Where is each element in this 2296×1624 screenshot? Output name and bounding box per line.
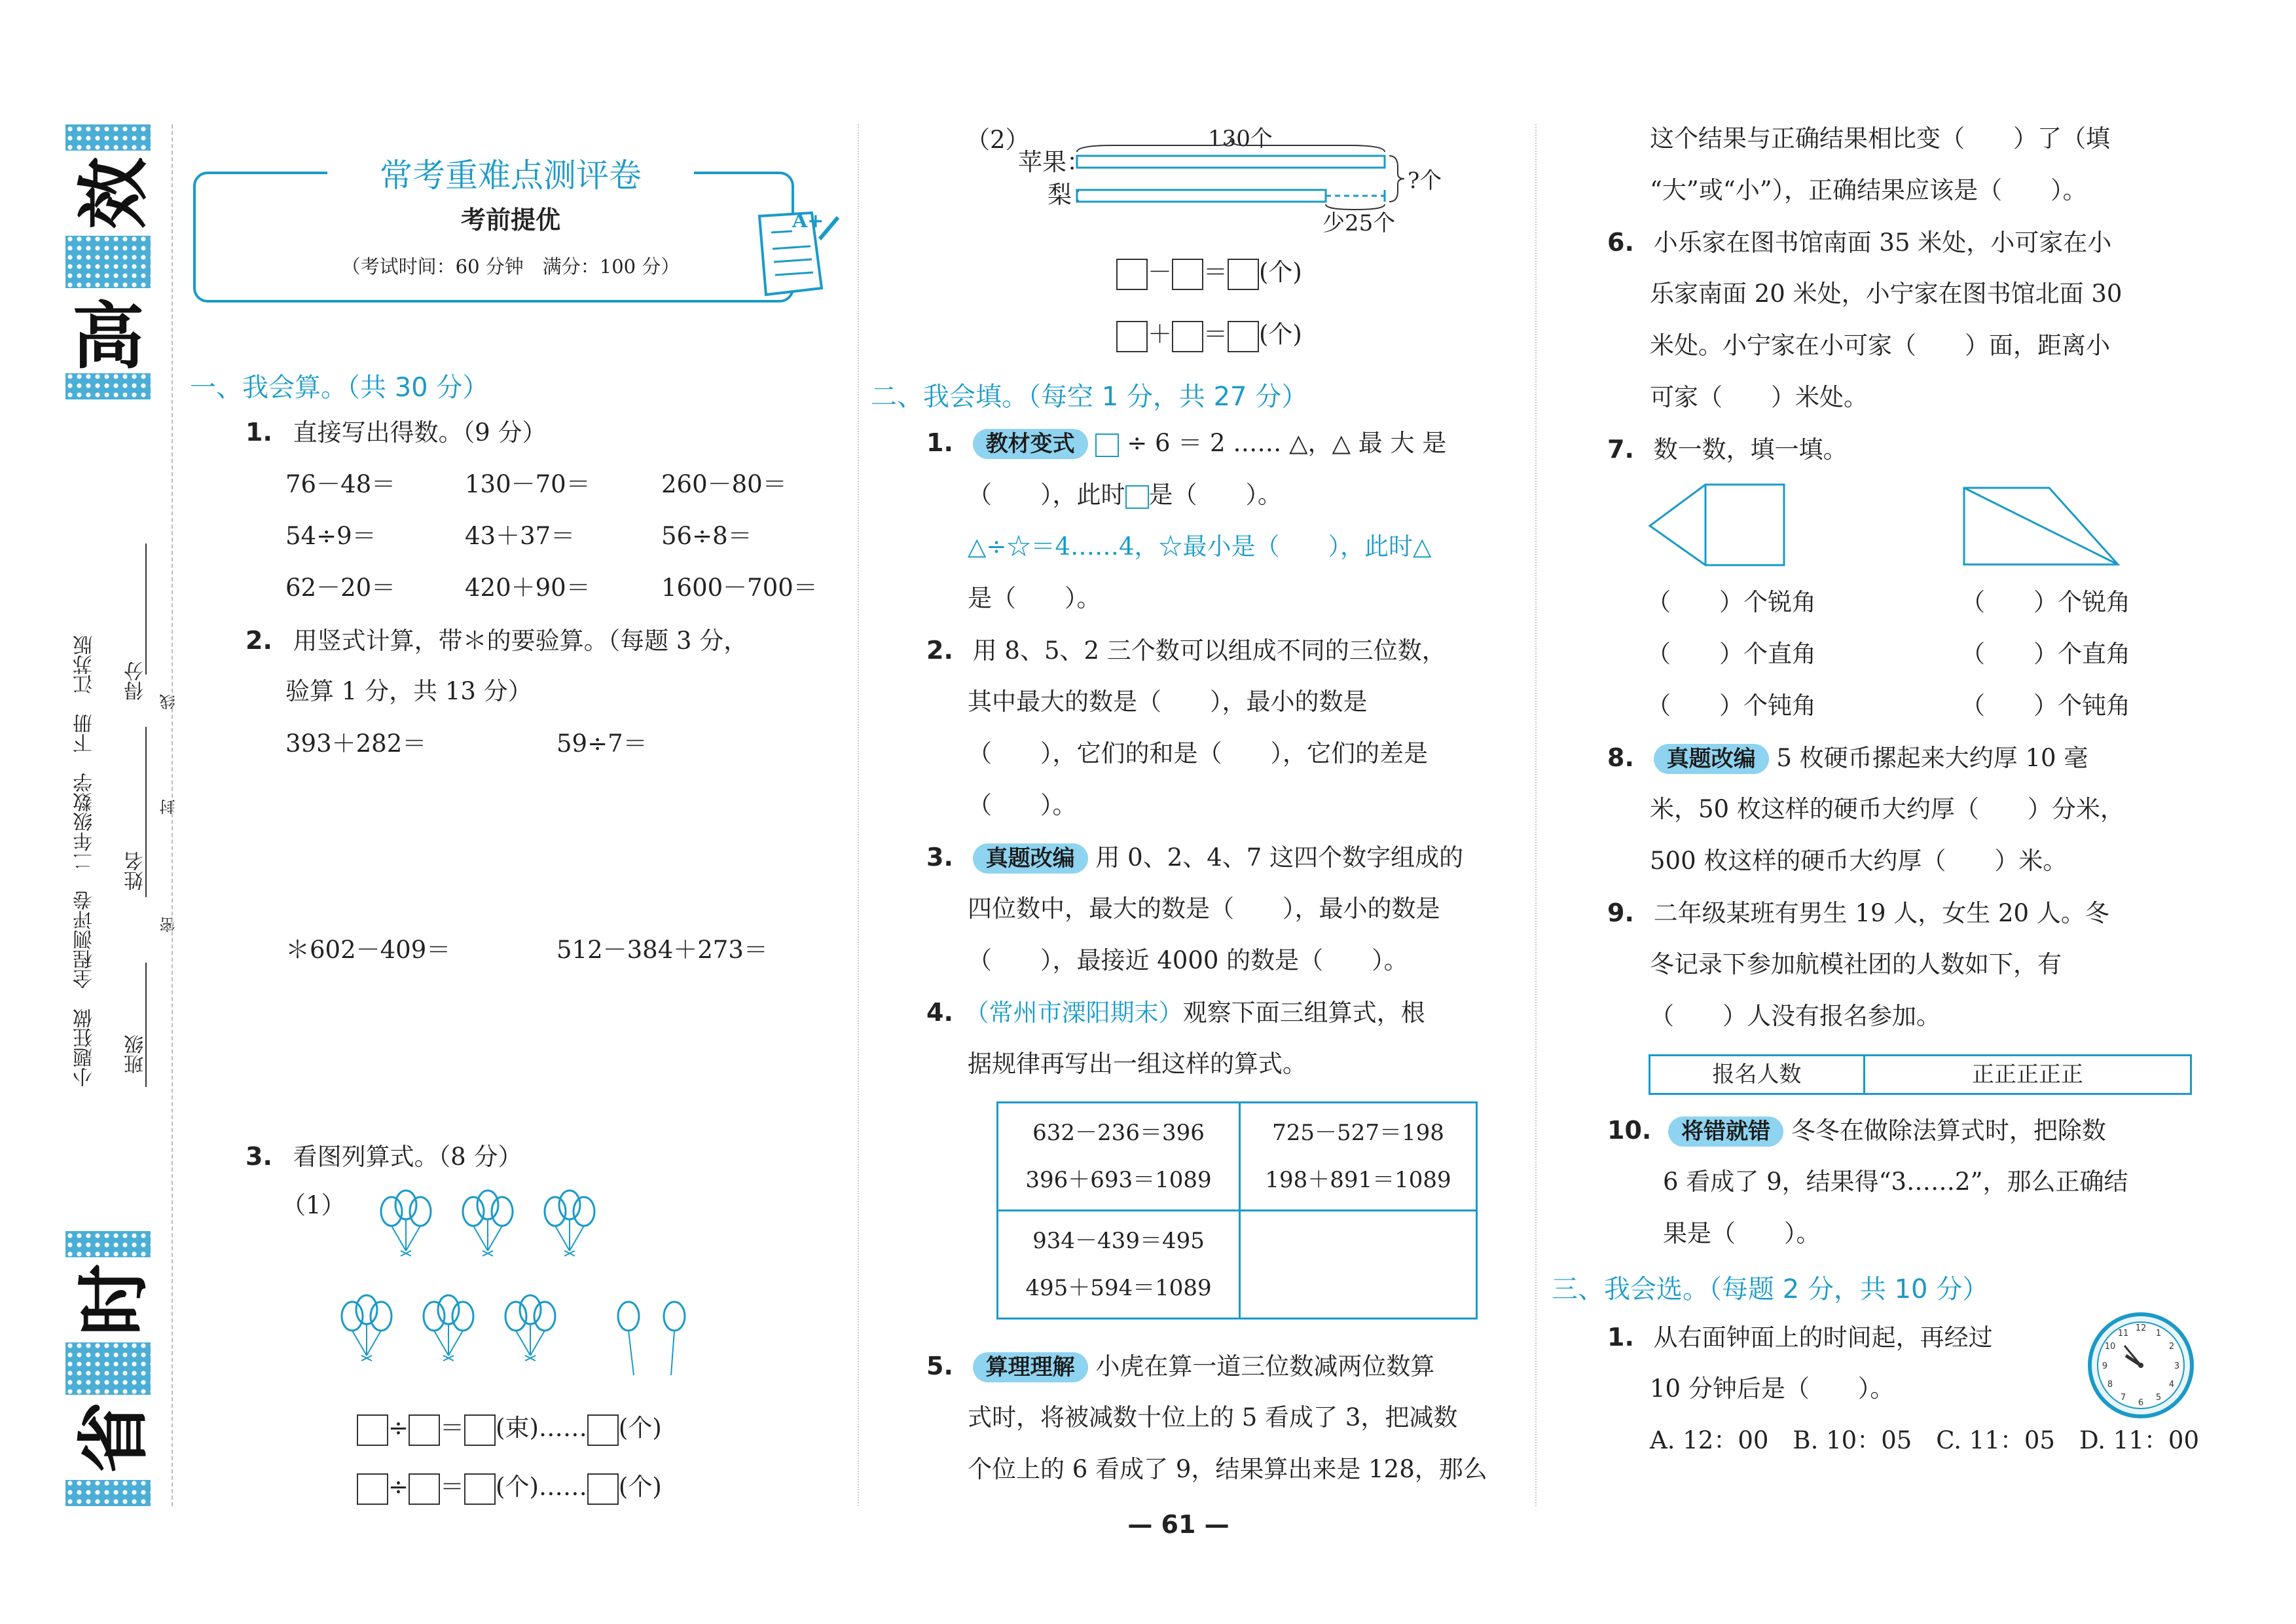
s3-q1-number: 1. <box>1607 1323 1634 1352</box>
calc-r2c3: 56÷8＝ <box>661 522 752 550</box>
svg-text:8: 8 <box>2107 1380 2113 1390</box>
s3-q1-l1: 从右面钟面上的时间起，再经过 <box>1653 1323 1993 1352</box>
answer-box[interactable] <box>1172 259 1203 290</box>
tag-textbook-variant: 教材变式 <box>973 429 1088 459</box>
bar-equation-1 <box>1116 255 1302 290</box>
pattern-line: 934－439＝495 <box>1032 1228 1205 1254</box>
svg-text:7: 7 <box>2120 1393 2126 1403</box>
signup-table-header: 报名人数 <box>1650 1056 1865 1093</box>
s2-q10-l1: 冬冬在做除法算式时，把除数 <box>1791 1116 2106 1145</box>
s2-q3-line2: 四位数中，最大的数是（ ），最小的数是 <box>968 895 1440 923</box>
eq: ＝ <box>440 1473 465 1501</box>
side-char-1: 高 <box>65 288 151 373</box>
apple-label: 苹果： <box>1018 148 1091 176</box>
answer-box[interactable] <box>1228 259 1259 290</box>
s2-q3-l1: 用 0、2、4、7 这四个数字组成的 <box>1095 843 1464 872</box>
name-blank[interactable] <box>145 727 147 897</box>
answer-box[interactable] <box>464 1473 496 1505</box>
vertical-calc-a: 393＋282＝ <box>285 729 427 758</box>
s2-q1-l2a: （ ），此时 <box>968 481 1125 509</box>
cut-mark-seal: 封 <box>160 799 178 815</box>
s2-q10-line1 <box>1607 1113 2106 1148</box>
op: ÷ <box>388 1414 409 1442</box>
svg-text:12: 12 <box>2135 1323 2147 1333</box>
s1-q3 <box>246 1139 522 1174</box>
s1-q3-text: 看图列算式。（8 分） <box>293 1143 522 1171</box>
s2-q9-line2: 冬记录下参加航模社团的人数如下，有 <box>1650 950 2062 978</box>
pattern-line: 396＋693＝1089 <box>1025 1167 1212 1193</box>
part2-label: （2） <box>966 126 1030 154</box>
left-acute: （ ）个锐角 <box>1647 588 1816 616</box>
op: ÷ <box>388 1473 409 1501</box>
answer-box[interactable] <box>357 1473 388 1505</box>
s2-q2-l1: 用 8、5、2 三个数可以组成不同的三位数， <box>972 637 1446 665</box>
s2-q3-number: 3. <box>926 843 953 872</box>
s2-q6-l1: 小乐家在图书馆南面 35 米处，小可家在小 <box>1653 229 2112 257</box>
total-label: 130个 <box>1208 126 1273 152</box>
svg-text:11: 11 <box>2117 1329 2129 1338</box>
s2-q6-line1 <box>1607 225 2111 260</box>
s2-q2-line4: （ ）。 <box>968 791 1077 819</box>
cut-mark-secret: 密 <box>160 917 178 932</box>
calc-r1c1: 76－48＝ <box>285 470 396 498</box>
clock-icon <box>2085 1310 2196 1421</box>
vertical-calc-d: 512－384＋273＝ <box>556 936 768 964</box>
s2-q10-line2: 6 看成了 9，结果得“3……2”，那么正确结 <box>1663 1168 2128 1196</box>
s2-q8-line1 <box>1607 741 2088 775</box>
svg-text:3: 3 <box>2174 1361 2180 1371</box>
op: ＋ <box>1148 320 1172 348</box>
unit: (个) <box>618 1414 662 1442</box>
section-3-title: 三、我会选。（每题 2 分，共 10 分） <box>1552 1274 1989 1304</box>
calc-r3c3: 1600－700＝ <box>661 574 818 602</box>
s2-q9-number: 9. <box>1607 898 1634 927</box>
s2-q6-number: 6. <box>1607 228 1634 257</box>
answer-box[interactable] <box>1172 321 1203 352</box>
s2-q5-l1: 小虎在算一道三位数减两位数算 <box>1095 1352 1435 1380</box>
page-number: — 61 — <box>1127 1510 1230 1539</box>
s2-q5-line2: 式时，将被减数十位上的 5 看成了 3，把减数 <box>968 1403 1458 1431</box>
less-label: 少25个 <box>1322 210 1396 236</box>
pattern-cell <box>998 1103 1240 1211</box>
svg-text:6: 6 <box>2138 1398 2144 1408</box>
vertical-calc-b: 59÷7＝ <box>556 729 647 758</box>
s2-q5-line1 <box>926 1349 1434 1384</box>
s2-q3-line3: （ ），最接近 4000 的数是（ ）。 <box>968 946 1408 974</box>
aplus-mark: A+ <box>792 210 824 232</box>
s2-q2-line1 <box>926 633 1446 668</box>
s2-q6-line3: 米处。小宁家在小可家（ ）面，距离小 <box>1650 331 2110 360</box>
svg-text:1: 1 <box>2155 1329 2162 1338</box>
balloons-picture <box>327 1185 720 1395</box>
name-label: 姓名 <box>124 851 147 891</box>
answer-box[interactable] <box>409 1414 440 1446</box>
column-divider-2 <box>1535 124 1537 1506</box>
right-right: （ ）个直角 <box>1961 640 2130 668</box>
pattern-line: 198＋891＝1089 <box>1265 1167 1451 1193</box>
s1-q3-part1: （1） <box>282 1191 346 1219</box>
s2-q7-text: 数一数，填一填。 <box>1653 435 1848 464</box>
answer-box[interactable] <box>587 1473 619 1505</box>
answer-box[interactable] <box>409 1473 440 1505</box>
balloon-equation-1 <box>357 1411 662 1446</box>
unit: (个) <box>618 1473 662 1501</box>
answer-box[interactable] <box>1228 321 1259 352</box>
tag-error-based: 将错就错 <box>1668 1116 1783 1147</box>
question-label: ?个 <box>1408 168 1442 194</box>
answer-box[interactable] <box>1116 259 1148 290</box>
s1-q2-number: 2. <box>246 626 272 655</box>
source-label: （常州市溧阳期末） <box>964 999 1183 1027</box>
s2-q2-number: 2. <box>926 636 953 665</box>
signup-table-value: 正正正正正 <box>1972 1061 2083 1088</box>
eq: ＝ <box>1203 320 1228 348</box>
s2-q4-line2: 据规律再写出一组这样的算式。 <box>968 1050 1307 1078</box>
right-obtuse: （ ）个钝角 <box>1961 692 2130 720</box>
square-symbol <box>1125 485 1149 509</box>
s1-q2-text: 用竖式计算，带＊的要验算。（每题 3 分， <box>293 627 748 655</box>
s2-q5-line3: 个位上的 6 看成了 9，结果算出来是 128，那么 <box>968 1455 1487 1483</box>
calc-r3c1: 62－20＝ <box>285 574 396 602</box>
right-acute: （ ）个锐角 <box>1961 588 2130 616</box>
s1-q1-number: 1. <box>246 418 272 447</box>
signup-table <box>1649 1054 2192 1095</box>
s3-q1-line1 <box>1607 1320 1993 1355</box>
tag-reasoning: 算理理解 <box>973 1352 1088 1382</box>
section-2-title: 二、我会填。（每空 1 分，共 27 分） <box>871 382 1308 412</box>
fold-line <box>172 124 173 1506</box>
shape-trapezoid <box>1961 485 2124 570</box>
s2-q6-line2: 乐家南面 20 米处，小宁家在图书馆北面 30 <box>1650 280 2123 308</box>
q5-continued-1: 这个结果与正确结果相比变（ ）了（填 <box>1650 124 2110 153</box>
pattern-cell <box>1240 1103 1477 1211</box>
class-blank[interactable] <box>145 963 147 1087</box>
s1-q3-number: 3. <box>246 1142 272 1171</box>
s2-q10-line3: 果是（ ）。 <box>1663 1219 1821 1247</box>
svg-text:9: 9 <box>2102 1361 2108 1371</box>
s3-q1-line2: 10 分钟后是（ ）。 <box>1650 1375 1895 1403</box>
s1-q2 <box>246 623 748 658</box>
s2-q7-line1 <box>1607 432 1848 467</box>
header-subtitle: 考前提优 <box>460 205 560 234</box>
s2-q4-l1: 观察下面三组算式，根 <box>1182 999 1425 1027</box>
left-right: （ ）个直角 <box>1647 640 1816 668</box>
s1-q1-text: 直接写出得数。（9 分） <box>293 418 547 447</box>
calc-r2c1: 54÷9＝ <box>285 522 376 550</box>
s2-q9-l1: 二年级某班有男生 19 人，女生 20 人。冬 <box>1653 899 2109 927</box>
unit: (个) <box>1259 258 1302 286</box>
s2-q8-line3: 500 枚这样的硬币大约厚（ ）米。 <box>1650 847 2068 875</box>
unit: (束)…… <box>496 1414 587 1442</box>
side-char-3: 省 <box>65 1395 151 1480</box>
s2-q8-number: 8. <box>1607 743 1634 772</box>
s2-q2-line3: （ ），它们的和是（ ），它们的差是 <box>968 739 1428 767</box>
header-title: 常考重难点测评卷 <box>327 149 694 196</box>
answer-box[interactable] <box>464 1414 496 1446</box>
balloon-equation-2 <box>357 1470 662 1505</box>
s2-q10-number: 10. <box>1607 1116 1652 1145</box>
pattern-line: 632－236＝396 <box>1032 1120 1205 1146</box>
column-divider-1 <box>858 124 859 1506</box>
s2-q1-line3: △÷☆＝4……4，☆最小是（ ），此时△ <box>968 532 1432 561</box>
s2-q2-line2: 其中最大的数是（ ），最小的数是 <box>968 688 1368 716</box>
side-char-4: 时 <box>65 1257 151 1342</box>
s2-q8-l1: 5 枚硬币摞起来大约厚 10 毫 <box>1776 744 2088 772</box>
s2-q3-line1 <box>926 840 1463 875</box>
svg-text:4: 4 <box>2168 1380 2175 1390</box>
calc-r2c2: 43＋37＝ <box>465 522 575 550</box>
pear-label: 梨： <box>1048 181 1096 209</box>
tag-real-exam: 真题改编 <box>1654 744 1769 774</box>
pattern-table <box>996 1101 1478 1320</box>
calc-r1c3: 260－80＝ <box>661 470 787 498</box>
series-label: 小题狂做 全程测评卷 二年级数学 下册 江苏版 <box>73 635 96 1087</box>
square-symbol <box>1095 434 1119 457</box>
s2-q1-number: 1. <box>926 428 953 457</box>
s2-q1-line4: 是（ ）。 <box>968 584 1101 612</box>
s2-q1-line2 <box>968 478 1282 512</box>
s2-q5-number: 5. <box>926 1352 953 1380</box>
svg-text:2: 2 <box>2168 1342 2175 1352</box>
s1-q1 <box>246 415 546 450</box>
apple-pear-bar-diagram <box>1074 138 1414 216</box>
q5-continued-2: “大”或“小”），正确结果应该是（ ）。 <box>1650 176 2087 204</box>
s2-q7-number: 7. <box>1607 435 1634 464</box>
s2-q4-number: 4. <box>926 998 953 1027</box>
op: － <box>1148 258 1172 286</box>
s2-q1-line1 <box>926 426 1446 460</box>
s3-q1-options[interactable]: A. 12：00 B. 10：05 C. 11：05 D. 11：00 <box>1650 1426 2199 1454</box>
tag-real-exam: 真题改编 <box>973 843 1088 874</box>
pattern-line: 495＋594＝1089 <box>1025 1275 1212 1301</box>
answer-box[interactable] <box>357 1414 388 1446</box>
left-obtuse: （ ）个钝角 <box>1647 692 1816 720</box>
s2-q6-line4: 可家（ ）米处。 <box>1650 383 1868 411</box>
side-char-2: 效 <box>65 151 151 236</box>
section-1-title: 一、我会算。（共 30 分） <box>190 373 489 403</box>
s2-q1-l1: ÷ 6 ＝ 2 …… △，△ 最 大 是 <box>1127 429 1447 457</box>
svg-text:5: 5 <box>2155 1393 2162 1403</box>
eq: ＝ <box>1203 258 1228 286</box>
s1-q2-text-2: 验算 1 分，共 13 分） <box>285 677 532 705</box>
shape-pentagon <box>1647 481 1791 570</box>
eq: ＝ <box>440 1414 465 1442</box>
s2-q1-l2b: 是（ ）。 <box>1148 481 1282 509</box>
s2-q9-line3: （ ）人没有报名参加。 <box>1650 1002 1941 1030</box>
unit: (个) <box>1259 320 1302 348</box>
cut-mark-line: 线 <box>160 694 178 710</box>
header-info: （考试时间：60 分钟 满分：100 分） <box>341 255 680 278</box>
pattern-line: 725－527＝198 <box>1272 1120 1444 1146</box>
score-label: 得分 <box>124 661 147 701</box>
answer-box[interactable] <box>587 1414 619 1446</box>
class-label: 班级 <box>124 1035 147 1074</box>
s2-q9-line1 <box>1607 896 2109 931</box>
calc-r1c2: 130－70＝ <box>465 470 591 498</box>
score-blank[interactable] <box>145 544 147 674</box>
vertical-calc-c: ＊602－409＝ <box>285 936 451 964</box>
answer-box[interactable] <box>1116 321 1148 352</box>
pattern-cell <box>998 1211 1240 1319</box>
calc-r3c2: 420＋90＝ <box>465 574 591 602</box>
bar-equation-2 <box>1116 318 1302 352</box>
s2-q4-line1 <box>926 995 1425 1030</box>
unit: (个)…… <box>496 1473 587 1501</box>
svg-text:10: 10 <box>2104 1342 2116 1352</box>
pattern-answer-cell[interactable] <box>1240 1211 1477 1319</box>
s2-q8-line2: 米，50 枚这样的硬币大约厚（ ）分米， <box>1650 795 2124 823</box>
